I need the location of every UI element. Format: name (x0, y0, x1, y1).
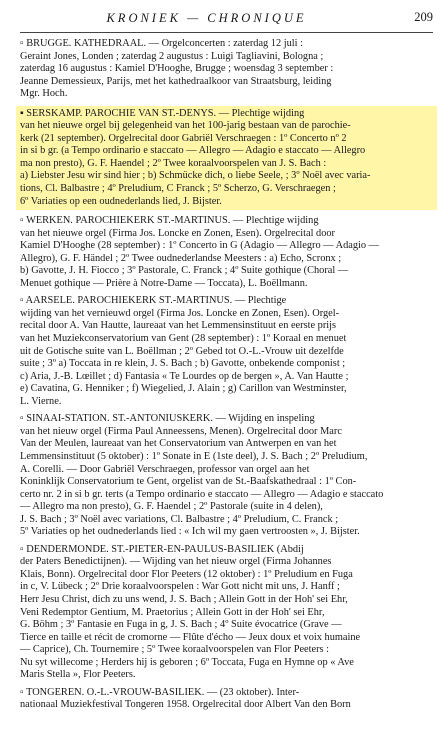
entry-line: Geraint Jones, Londen ; zaterdag 2 augustus : Luigi Tagliavini, Bologna ; (20, 50, 324, 62)
entry-line: 5º Variaties op het oudnederlands lied : « Ich wil my gaen vertroosten », J. Bijster. (20, 526, 360, 538)
entry-line: nationaal Muziekfestival Tongeren 1958. Orgelrecital door Albert Van den Born (20, 699, 351, 711)
entry-line: a) Liebster Jesu wir sind hier ; b) Schmücke dich, o liebe Seele, ; 3º Noël avec varia- (20, 170, 371, 182)
entry-line: — Caprice), Ch. Tournemire ; 5º Twee koraalvoorspelen van Flor Peeters : (20, 644, 330, 656)
entry-line: suite ; 3º a) Toccata in re klein, J. S. Bach ; b) Gavotte, onbekende componist ; (20, 358, 346, 370)
entry-line: Herr Jesu Christ, dich zu uns wend, J. S. Bach ; Allein Gott in der Hoh' sei Ehr, (20, 593, 348, 605)
entry-line: G. Böhm ; 3º Fantasie en Fuga in g, J. S. Bach ; 4º Suite évocatrice (Grave — (20, 619, 342, 631)
entry-line: A. Corelli. — Door Gabriël Verschraegen, professor van orgel aan het (20, 463, 310, 475)
entry-line: van het Muziekconservatorium van Gent (28 september) : 1º Koraal en menuet (20, 333, 347, 345)
entry-line: Van der Meulen, laureaat van het Conservatorium van Antwerpen en van het (20, 438, 337, 450)
entry-line: Nu syt willecome ; Herders hij is geboren ; 6º Toccata, Fuga en Hymne op « Ave (20, 656, 354, 668)
entry-line: L. Vierne. (20, 395, 62, 407)
entry-line: in c, V. Lübeck ; 2º Drie koraalvoorspelen : War Gott nicht mit uns, J. Hanff ; (20, 581, 340, 593)
entry-line: ▫ BRUGGE. KATHEDRAAL. — Orgelconcerten : zaterdag 12 juli : (20, 38, 303, 49)
entry-line: kerk (21 september). Orgelrecital door Gabriël Verschraegen : 1º Concerto nº 2 (20, 132, 347, 144)
entry-line: 6º Variaties op een oudnederlands lied, J. Bijster. (20, 195, 222, 207)
entry-line: der Paters Benedictijnen). — Wijding van het nieuw orgel (Firma Johannes (20, 556, 332, 568)
entry-line: van het nieuw orgel (Firma Paul Anneessens, Menen). Orgelrecital door Marc (20, 425, 342, 437)
chronicle-entry-brugge (20, 38, 433, 101)
entry-line: ▫ WERKEN. PAROCHIEKERK ST.-MARTINUS. — Plechtige wijding (20, 215, 319, 227)
page-number: 209 (414, 10, 433, 24)
entry-line: zaterdag 16 augustus : Kamiel D'Hooghe, Brugge ; woensdag 3 september : (20, 63, 334, 75)
entry-line: e) Cavatina, G. Henniker ; f) Wiegelied, J. Alain ; g) Carillon van Westminster, (20, 383, 347, 395)
entry-line: ▪ SERSKAMP. PAROCHIE VAN ST.-DENYS. — Plechtige wijding (20, 107, 305, 119)
chronicle-entry-dendermonde (20, 544, 433, 682)
entry-line: b) Gavotte, J. H. Fiocco ; 3º Pastorale, C. Franck ; 4º Suite gothique (Choral — (20, 265, 349, 277)
entry-line: J. S. Bach ; 3º Noël avec variations, Cl. Balbastre ; 4º Preludium, C. Franck ; (20, 513, 339, 525)
entry-line: uit de Gotische suite van L. Boëllman ; 2º Gebed tot O.-L.-Vrouw uit dezelfde (20, 345, 344, 357)
chronicle-entry-werken (20, 215, 433, 290)
entry-line: Jeanne Demessieux, Parijs, met het kathedraalkoor van Straatsburg, leiding (20, 75, 332, 87)
entry-line: recital door A. Van Hautte, laureaat van het Lemmensinstituut en eerste prijs (20, 320, 337, 332)
entry-line: ▫ SINAAI-STATION. ST.-ANTONIUSKERK. — Wijding en inspeling (20, 413, 315, 425)
entry-line: Koninklijk Conservatorium te Gent, orgelist van de St.-Baafskathedraal : 1º Con- (20, 476, 357, 488)
entry-line: ▫ TONGEREN. O.-L.-VROUW-BASILIEK. — (23 oktober). Inter- (20, 686, 300, 698)
entry-line: wijding van het vernieuwd orgel (Firma Jos. Loncke en Zonen, Esen). Orgel- (20, 307, 340, 319)
entry-line: ma non presto), G. F. Haendel ; 2º Twee koraalvoorspelen van J. S. Bach : (20, 157, 327, 169)
chronicle-entry-serskamp-highlighted (16, 106, 437, 210)
entry-line: Allegro), G. F. Händel ; 2º Twee oudnederlandse Meesters : a) Echo, Scronx ; (20, 252, 342, 264)
entry-line: Lemmensinstituut (5 oktober) : 1º Sonate in E (1ste deel), J. S. Bach ; 2º Preludium, (20, 450, 368, 462)
entry-line: certo nr. 2 in si b gr. terts (a Tempo ordinario e staccato — Allegro — Adagio e staccato (20, 488, 384, 500)
page-header (20, 6, 433, 33)
entry-line: Menuet gothique — Prière à Notre-Dame — Toccata), L. Boëllmann. (20, 277, 308, 289)
entry-line: Klais, Bonn). Orgelrecital door Flor Peeters (12 oktober) : 1º Preludium en Fuga (20, 568, 353, 580)
chronicle-entry-sinaai (20, 413, 433, 538)
entry-line: Maris Stella », Flor Peeters. (20, 669, 136, 681)
entry-line: c) Aria, J.-B. Lœillet ; d) Fantasia « Te Lourdes op de bergen », A. Van Hautte ; (20, 370, 349, 382)
chronicle-entry-tongeren (20, 687, 433, 712)
entry-line: — Allegro ma non presto), G. F. Haendel ; 2º Pastorale (suite in 4 delen), (20, 501, 323, 513)
chronicle-entry-aarsele (20, 295, 433, 408)
entry-line: van het nieuwe orgel bij gelegenheid van het 100-jarig bestaan van de parochie- (20, 120, 351, 132)
entry-line: ▫ DENDERMONDE. ST.-PIETER-EN-PAULUS-BASILIEK (Abdij (20, 543, 304, 555)
entry-line: tions, Cl. Balbastre ; 4º Preludium, C Franck ; 5º Scherzo, G. Verschraegen ; (20, 183, 336, 195)
entry-line: in si b gr. (a Tempo ordinario e staccato — Allegro — Adagio e staccato — Allegro (20, 145, 366, 157)
entry-line: ▫ AARSELE. PAROCHIEKERK ST.-MARTINUS. — Plechtige (20, 295, 287, 307)
entry-line: Kamiel D'Hooghe (28 september) : 1º Concerto in G (Adagio — Allegro — Adagio — (20, 240, 379, 252)
entry-line: Veni Redemptor Gentium, M. Praetorius ; Allein Gott in der Hoh' sei Ehr, (20, 606, 325, 618)
running-title: KRONIEK — CHRONIQUE (106, 11, 307, 25)
entry-line: Tierce en taille et récit de cromorne — Flûte d'écho — Jeux doux et voix humaine (20, 631, 361, 643)
entry-line: Mgr. Hoch. (20, 88, 68, 100)
entry-line: van het nieuwe orgel (Firma Jos. Loncke en Zonen, Esen). Orgelrecital door (20, 227, 336, 239)
